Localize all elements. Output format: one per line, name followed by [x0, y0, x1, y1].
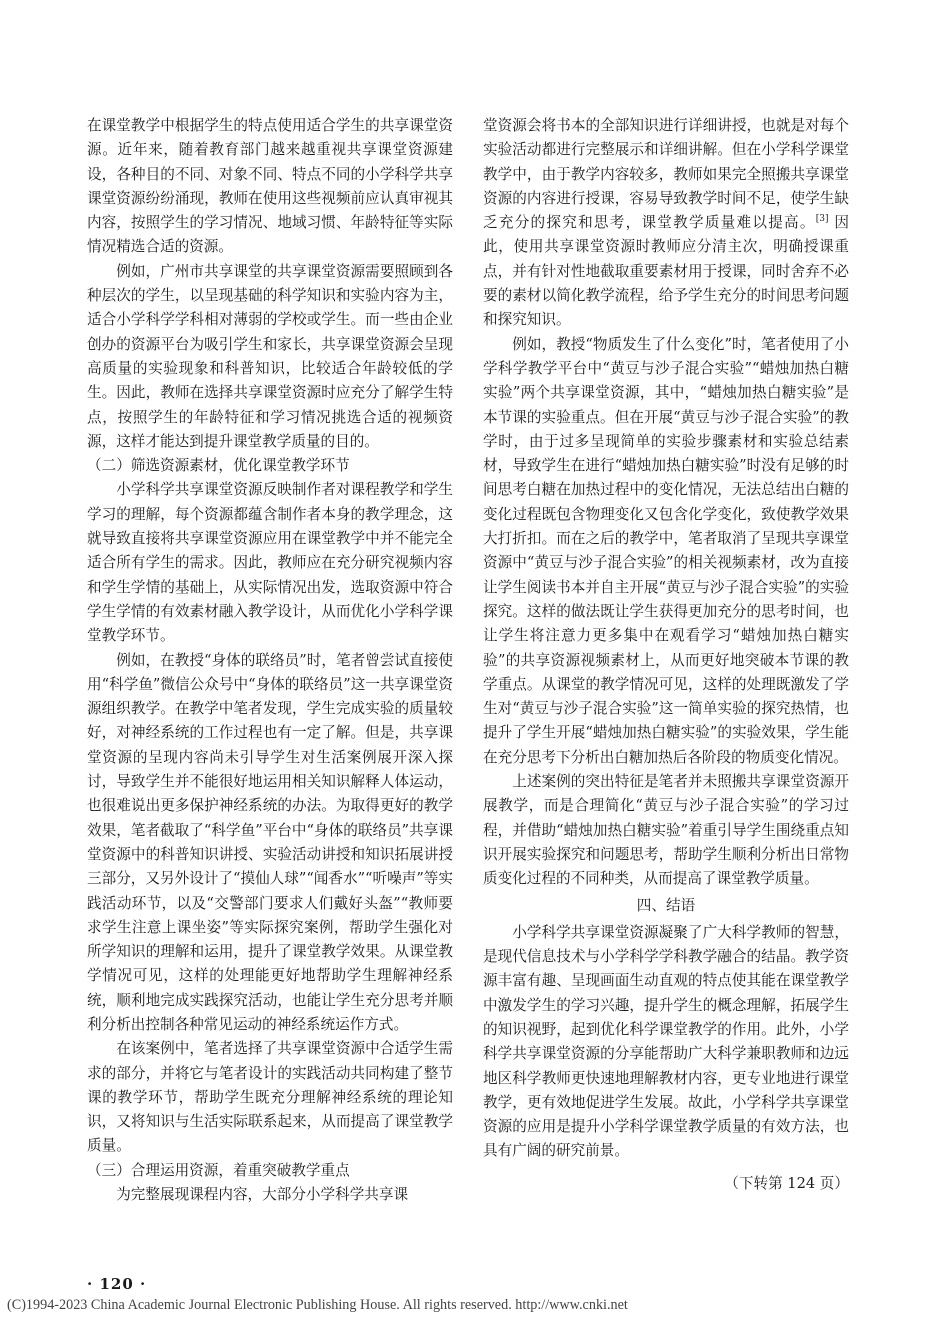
paragraph: 小学科学共享课堂资源反映制作者对课程教学和学生学习的理解，每个资源都蕴含制作者本身的教学理念，这就导致直接将共享课堂资源应用在课堂教学中并不能完全适合所有学生的需求。因此，教师应在充分研究视频内容和学生学情的基础上，从实际情况出发，选取资源中符合学生学情的有效素材融入教学设计，从而优化小学科学课堂教学环节。	[87, 481, 453, 645]
paragraph-text: 堂资源会将书本的全部知识进行详细讲授，也就是对每个实验活动都进行完整展示和详细讲解。但在小学科学课堂教学中，由于教学内容较多，教师如果完全照搬共享课堂资源的内容进行授课，容易导致教学时间不足，使学生缺乏充分的探究和思考，课堂教学质量难以提高。	[483, 117, 849, 232]
left-column	[87, 114, 453, 1207]
paragraph: 在课堂教学中根据学生的特点使用适合学生的共享课堂资源。近年来，随着教育部门越来越重视共享课堂资源建设，各种目的不同、对象不同、特点不同的小学科学共享课堂资源纷纷涌现，教师在使用这些视频前应认真审视其内容，按照学生的学习情况、地域习惯、年龄特征等实际情况精选合适的资源。	[87, 117, 453, 256]
paragraph: 小学科学共享课堂资源凝聚了广大科学教师的智慧，是现代信息技术与小学科学学科教学融合的结晶。教学资源丰富有趣、呈现画面生动直观的特点使其能在课堂教学中激发学生的学习兴趣，提升学生的概念理解，拓展学生的知识视野，起到优化科学课堂教学的作用。此外，小学科学共享课堂资源的分享能帮助广大科学兼职教师和边远地区科学教师更快速地理解教材内容，更专业地进行课堂教学，更有效地促进学生发展。故此，小学科学共享课堂资源的应用是提升小学科学课堂教学质量的有效方法，也具有广阔的研究前景。	[483, 923, 849, 1160]
citation-reference[interactable]: [3]	[815, 214, 829, 225]
page-number: · 120 ·	[87, 1275, 147, 1293]
section-heading: 四、结语	[636, 896, 696, 914]
copyright-line: (C)1994-2023 China Academic Journal Electronic Publishing House. All rights reserved. http://www.cnki.net	[7, 1297, 628, 1313]
paragraph: 上述案例的突出特征是笔者并未照搬共享课堂资源开展教学，而是合理简化“黄豆与沙子混合实验”的学习过程，并借助“蜡烛加热白糖实验”着重引导学生围绕重点知识开展实验探究和问题思考，帮助学生顺利分析出日常物质变化过程的不同种类，从而提高了课堂教学质量。	[483, 773, 849, 888]
subsection-heading: （二）筛选资源素材，优化课堂教学环节	[87, 457, 350, 475]
paragraph	[483, 114, 849, 333]
continued-note: （下转第 124 页）	[724, 1174, 849, 1192]
subsection-heading: （三）合理运用资源，着重突破教学重点	[87, 1161, 350, 1179]
paragraph-text: 因此，使用共享课堂资源时教师应分清主次，明确授课重点，并有针对性地截取重要素材用于授课，同时舍弃不必要的素材以简化教学流程，给予学生充分的时间思考问题和探究知识。	[483, 214, 849, 329]
right-column	[483, 114, 849, 1196]
paragraph: 为完整展现课程内容，大部分小学科学共享课	[116, 1186, 409, 1204]
paragraph: 例如，教授“物质发生了什么变化”时，笔者使用了小学科学教学平台中“黄豆与沙子混合实验”“蜡烛加热白糖实验”两个共享课堂资源，其中，“蜡烛加热白糖实验”是本节课的实验重点。但在开展“黄豆与沙子混合实验”的教学时，由于过多呈现简单的实验步骤素材和实验总结素材，导致学生在进行“蜡烛加热白糖实验”时没有足够的时间思考白糖在加热过程中的变化情况，无法总结出白糖的变化过程既包含物理变化又包含化学变化，致使教学效果大打折扣。而在之后的教学中，笔者取消了呈现共享课堂资源中“黄豆与沙子混合实验”的相关视频素材，改为直接让学生阅读书本并自主开展“黄豆与沙子混合实验”的实验探究。这样的做法既让学生获得更加充分的思考时间，也让学生将注意力更多集中在观看学习“蜡烛加热白糖实验”的共享资源视频素材上，从而更好地突破本节课的教学重点。从课堂的教学情况可见，这样的处理既激发了学生对“黄豆与沙子混合实验”这一简单实验的探究热情，也提升了学生开展“蜡烛加热白糖实验”的实验效果，学生能在充分思考下分析出白糖加热后各阶段的物质变化情况。	[483, 335, 849, 766]
paragraph: 在该案例中，笔者选择了共享课堂资源中合适学生需求的部分，并将它与笔者设计的实践活动共同构建了整节课的教学环节，帮助学生既充分理解神经系统的理论知识，又将知识与生活实际联系起来，从而提高了课堂教学质量。	[87, 1040, 453, 1155]
paragraph: 例如，广州市共享课堂的共享课堂资源需要照顾到各种层次的学生，以呈现基础的科学知识和实验内容为主，适合小学科学学科相对薄弱的学校或学生。而一些由企业创办的资源平台为吸引学生和家长，共享课堂资源会呈现高质量的实验现象和科普知识，比较适合年龄较低的学生。因此，教师在选择共享课堂资源时应充分了解学生特点，按照学生的年龄特征和学习情况挑选合适的视频资源，这样才能达到提升课堂教学质量的目的。	[87, 262, 453, 450]
paragraph: 例如，在教授“身体的联络员”时，笔者曾尝试直接使用“科学鱼”微信公众号中“身体的联络员”这一共享课堂资源组织教学。在教学中笔者发现，学生完成实验的质量较好，对神经系统的工作过程也有一定了解。但是，共享课堂资源的呈现内容尚未引导学生对生活案例展开深入探讨，导致学生并不能很好地运用相关知识解释人体运动，也很难说出更多保护神经系统的办法。为取得更好的教学效果，笔者截取了“科学鱼”平台中“身体的联络员”共享课堂资源中的科普知识讲授、实验活动讲授和知识拓展讲授三部分，又另外设计了“摸仙人球”“闻香水”“听噪声”等实践活动环节，以及“交警部门要求人们戴好头盔”“教师要求学生注意上课坐姿”等实际探究案例，帮助学生强化对所学知识的理解和运用，提升了课堂教学效果。从课堂教学情况可见，这样的处理能更好地帮助学生理解神经系统，顺利地完成实践探究活动，也能让学生充分思考并顺利分析出控制各种常见运动的神经系统运作方式。	[87, 651, 453, 1033]
